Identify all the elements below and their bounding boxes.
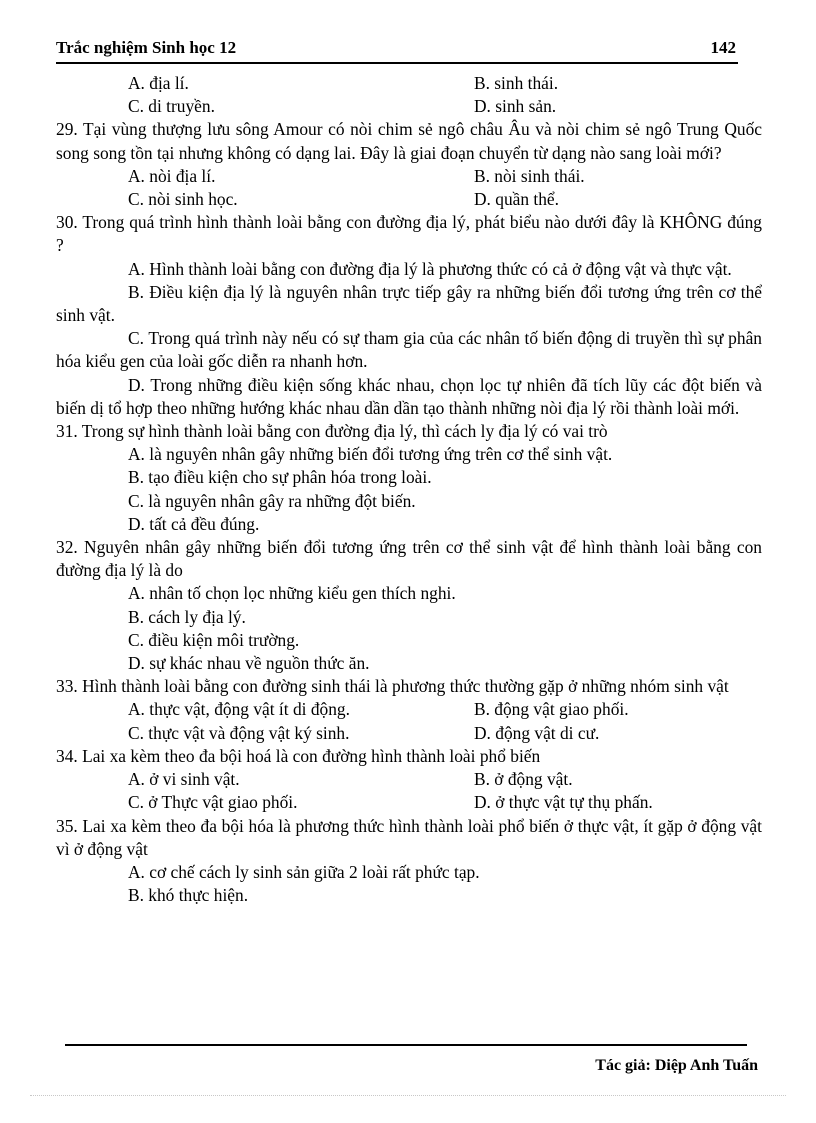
option-d: D. sinh sản. (474, 96, 557, 117)
option-row (56, 768, 762, 791)
option-b: B. sinh thái. (474, 73, 559, 93)
option-d: D. Trong những điều kiện sống khác nhau, chọn lọc tự nhiên đã tích lũy các đột biến và biến dị tổ hợp theo những hướng khác nhau dần dần tạo thành những nòi địa lý rồi thành loài mới. (56, 374, 762, 418)
option-c: C. là nguyên nhân gây ra những đột biến. (128, 490, 416, 511)
option-row (56, 95, 762, 118)
option-b: B. nòi sinh thái. (474, 165, 585, 186)
option-c: C. ở Thực vật giao phối. (128, 792, 298, 813)
option-a: A. cơ chế cách ly sinh sản giữa 2 loài rất phức tạp. (128, 861, 480, 882)
option-d: D. động vật di cư. (474, 722, 600, 743)
option-c: C. di truyền. (128, 96, 215, 117)
footer-author: Tác giả: Diệp Anh Tuấn (595, 1057, 758, 1074)
page-bottom-edge (30, 1095, 786, 1096)
option-row (56, 72, 762, 95)
option-b: B. Điều kiện địa lý là nguyên nhân trực tiếp gây ra những biến đổi tương ứng trên cơ thể sinh vật. (56, 281, 762, 326)
question-33: 33. Hình thành loài bằng con đường sinh thái là phương thức thường gặp ở những nhóm sinh vật (56, 676, 729, 697)
option-d: D. ở thực vật tự thụ phấn. (474, 792, 653, 813)
question-34: 34. Lai xa kèm theo đa bội hoá là con đường hình thành loài phổ biến (56, 745, 541, 766)
option-c: C. thực vật và động vật ký sinh. (128, 722, 350, 743)
option-c: C. Trong quá trình này nếu có sự tham gia của các nhân tố biến động di truyền thì sự phân hóa kiểu gen của loài gốc diễn ra nhanh hơn. (56, 328, 762, 372)
option-b: B. tạo điều kiện cho sự phân hóa trong loài. (128, 467, 432, 488)
option-c: C. điều kiện môi trường. (128, 629, 300, 650)
page-content (56, 72, 762, 907)
question-32: 32. Nguyên nhân gây những biến đổi tương ứng trên cơ thể sinh vật để hình thành loài bằng con đường địa lý là do (56, 537, 762, 581)
option-b: B. ở động vật. (474, 769, 573, 790)
option-a: A. là nguyên nhân gây những biến đổi tương ứng trên cơ thể sinh vật. (128, 444, 613, 465)
option-row (56, 722, 762, 745)
page-header (56, 36, 738, 64)
question-31: 31. Trong sự hình thành loài bằng con đường địa lý, thì cách ly địa lý có vai trò (56, 421, 608, 442)
question-35: 35. Lai xa kèm theo đa bội hóa là phương thức hình thành loài phổ biến ở thực vật, ít gặp ở động vật vì ở động vật (56, 815, 762, 859)
option-row (56, 698, 762, 721)
option-b: B. cách ly địa lý. (128, 606, 246, 627)
header-title: Trắc nghiệm Sinh học 12 (56, 38, 237, 57)
footer-divider (65, 1044, 747, 1046)
option-row (56, 165, 762, 188)
option-a: A. địa lí. (128, 73, 189, 93)
question-30: 30. Trong quá trình hình thành loài bằng con đường địa lý, phát biểu nào dưới đây là KHÔNG đúng ? (56, 212, 762, 256)
option-a: A. Hình thành loài bằng con đường địa lý là phương thức có cả ở động vật và thực vật. (128, 258, 732, 279)
option-b: B. khó thực hiện. (128, 885, 249, 906)
option-row (56, 188, 762, 211)
option-a: A. nhân tố chọn lọc những kiểu gen thích nghi. (128, 583, 456, 604)
option-a: A. nòi địa lí. (128, 165, 216, 186)
option-d: D. quần thể. (474, 189, 560, 210)
option-b: B. động vật giao phối. (474, 699, 629, 720)
question-29: 29. Tại vùng thượng lưu sông Amour có nòi chim sẻ ngô châu Âu và nòi chim sẻ ngô Trung Quốc song song tồn tại nhưng không có dạng lai. Đây là giai đoạn chuyển từ dạng nào sang loài mới? (56, 119, 762, 163)
option-a: A. ở vi sinh vật. (128, 769, 240, 790)
option-d: D. tất cả đều đúng. (128, 513, 260, 534)
option-a: A. thực vật, động vật ít di động. (128, 699, 350, 720)
option-d: D. sự khác nhau về nguồn thức ăn. (128, 653, 370, 674)
option-c: C. nòi sinh học. (128, 189, 238, 210)
option-row (56, 791, 762, 814)
page-number: 142 (710, 38, 736, 57)
